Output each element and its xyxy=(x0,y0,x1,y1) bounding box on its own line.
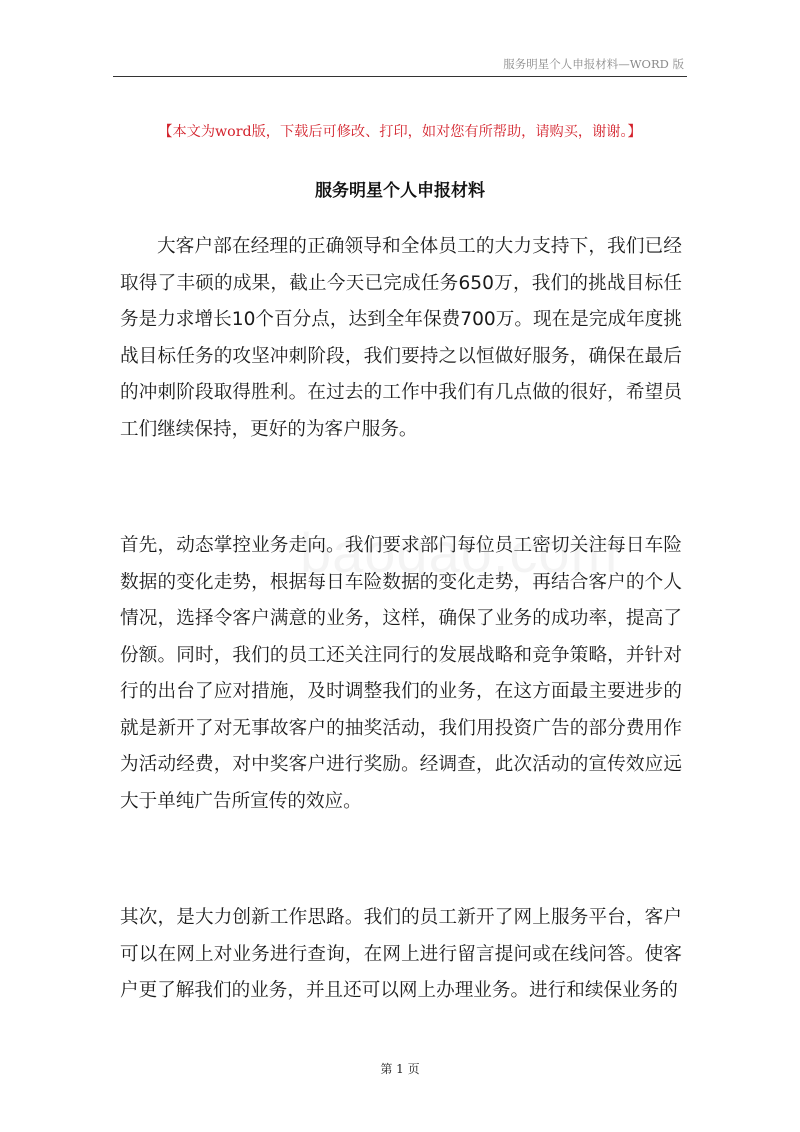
download-notice: 【本文为word版，下载后可修改、打印，如对您有所帮助，请购买，谢谢。】 xyxy=(158,124,642,140)
page-number: 第 1 页 xyxy=(380,1062,420,1076)
header-divider xyxy=(113,76,687,77)
paragraph-second-point: 其次，是大力创新工作思路。我们的员工新开了网上服务平台，客户可以在网上对业务进行查询，在网上进行留言提问或在线问答。使客户更了解我们的业务，并且还可以网上办理业务。进行和续保业务的 xyxy=(120,907,682,1001)
running-header: 服务明星个人申报材料—WORD 版 xyxy=(503,57,684,71)
paragraph-first-point: 首先，动态掌控业务走向。我们要求部门每位员工密切关注每日车险数据的变化走势，根据每日车险数据的变化走势，再结合客户的个人情况，选择令客户满意的业务，这样，确保了业务的成功率，提高了份额。同时，我们的员工还关注同行的发展战略和竞争策略，并针对行的出台了应对措施，及时调整我们的业务，在这方面最主要进步的就是新开了对无事故客户的抽奖活动，我们用投资广告的部分费用作为活动经费，对中奖客户进行奖励。经调查，此次活动的宣传效应远大于单纯广告所宣传的效应。 xyxy=(120,535,682,812)
document-title: 服务明星个人申报材料 xyxy=(315,181,485,201)
paragraph-intro: 大客户部在经理的正确领导和全体员工的大力支持下，我们已经取得了丰硕的成果，截止今天已完成任务650万，我们的挑战目标任务是力求增长10个百分点，达到全年保费700万。现在是完成年度挑战目标任务的攻坚冲刺阶段，我们要持之以恒做好服务，确保在最后的冲刺阶段取得胜利。在过去的工作中我们有几点做的很好，希望员工们继续保持，更好的为客户服务。 xyxy=(120,236,682,440)
